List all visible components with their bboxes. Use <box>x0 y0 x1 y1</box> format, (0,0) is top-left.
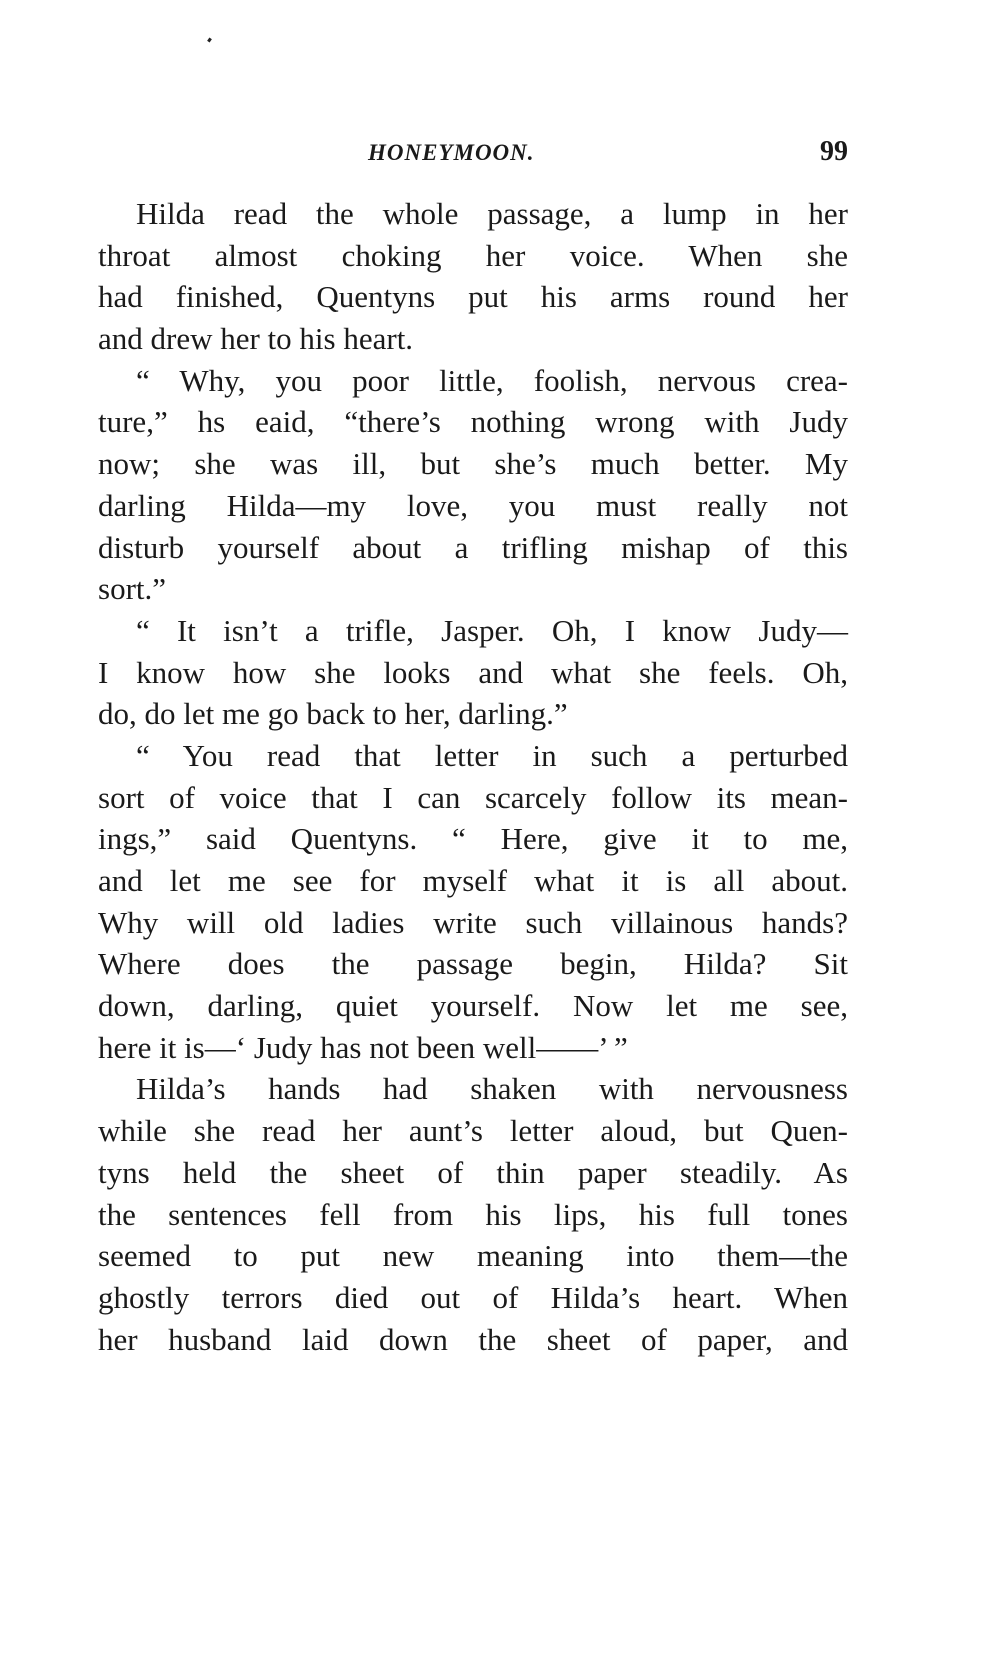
running-title: HONEYMOON. <box>368 140 535 165</box>
ink-speck <box>207 38 212 43</box>
text-line: while she read her aunt’s letter aloud, but Quen- <box>98 1113 848 1149</box>
text-line: “ Why, you poor little, foolish, nervous crea- <box>136 362 848 398</box>
text-line: the sentences fell from his lips, his full tones <box>98 1196 848 1232</box>
text-line: do, do let me go back to her, darling.” <box>98 696 568 732</box>
text-line: “ You read that letter in such a perturbed <box>136 737 848 773</box>
text-line: Hilda’s hands had shaken with nervousness <box>136 1071 848 1107</box>
text-line: ghostly terrors died out of Hilda’s heart. When <box>98 1279 848 1315</box>
text-line: tyns held the sheet of thin paper steadily. As <box>98 1154 848 1190</box>
running-head <box>98 136 848 176</box>
text-line: had finished, Quentyns put his arms round her <box>98 279 848 315</box>
text-line: here it is—‘ Judy has not been well——’ ” <box>98 1029 628 1065</box>
body-text <box>98 193 848 1360</box>
text-line: ture,” hs eaid, “there’s nothing wrong with Judy <box>98 404 848 440</box>
text-line: sort of voice that I can scarcely follow its mean- <box>98 779 848 815</box>
text-line: seemed to put new meaning into them—the <box>98 1238 848 1274</box>
text-line: sort.” <box>98 571 167 607</box>
text-line: Where does the passage begin, Hilda? Sit <box>98 946 848 982</box>
text-line: Hilda read the whole passage, a lump in her <box>136 196 848 231</box>
text-line: Why will old ladies write such villainous hands? <box>98 904 848 940</box>
text-line: darling Hilda—my love, you must really not <box>98 487 848 523</box>
page-number: 99 <box>820 136 848 167</box>
text-line: and drew her to his heart. <box>98 321 414 357</box>
text-line: throat almost choking her voice. When she <box>98 237 848 273</box>
text-line: and let me see for myself what it is all about. <box>98 863 848 898</box>
text-line: “ It isn’t a trifle, Jasper. Oh, I know Judy— <box>136 612 848 648</box>
text-line: disturb yourself about a trifling mishap of this <box>98 529 848 565</box>
text-line: I know how she looks and what she feels. Oh, <box>98 654 848 690</box>
text-line: her husband laid down the sheet of paper, and <box>98 1321 848 1357</box>
text-line: now; she was ill, but she’s much better. My <box>98 446 848 482</box>
text-line: ings,” said Quentyns. “ Here, give it to me, <box>98 821 848 857</box>
text-line: down, darling, quiet yourself. Now let me see, <box>98 988 848 1024</box>
